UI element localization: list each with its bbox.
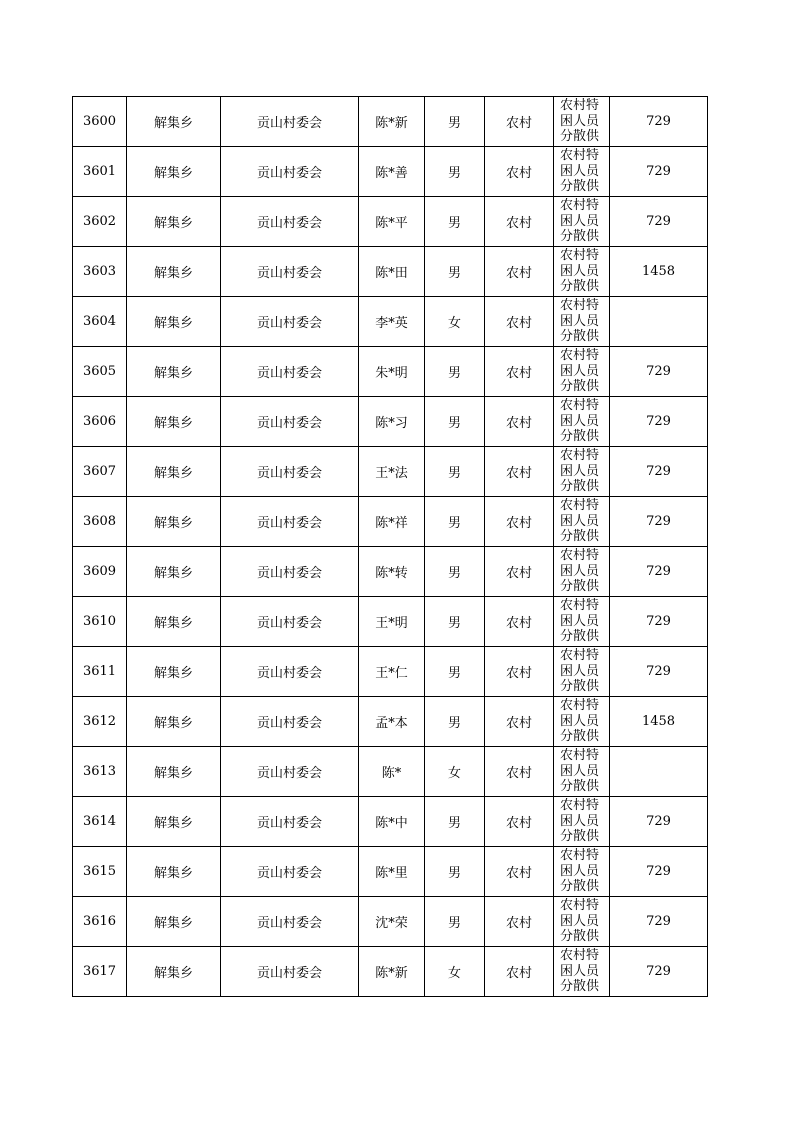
gender-cell: 男 (425, 397, 485, 447)
support-type-text: 农村特困人员分散供 (560, 248, 600, 294)
record-id-cell: 3602 (73, 197, 127, 247)
area-type-cell: 农村 (485, 647, 554, 697)
village-cell: 贡山村委会 (221, 97, 359, 147)
support-type-text: 农村特困人员分散供 (560, 498, 600, 544)
township-cell: 解集乡 (127, 797, 221, 847)
person-name-cell: 陈*里 (359, 847, 425, 897)
amount-cell: 729 (610, 497, 708, 547)
gender-cell: 男 (425, 597, 485, 647)
support-type-cell (554, 347, 610, 397)
table-row (73, 297, 708, 347)
record-id-cell: 3600 (73, 97, 127, 147)
table-row (73, 797, 708, 847)
table-row (73, 397, 708, 447)
village-cell: 贡山村委会 (221, 897, 359, 947)
support-type-text: 农村特困人员分散供 (560, 98, 600, 144)
amount-cell (610, 297, 708, 347)
record-id-cell: 3610 (73, 597, 127, 647)
township-cell: 解集乡 (127, 447, 221, 497)
amount-cell: 1458 (610, 697, 708, 747)
township-cell: 解集乡 (127, 197, 221, 247)
table-row (73, 97, 708, 147)
township-cell: 解集乡 (127, 647, 221, 697)
table-row (73, 497, 708, 547)
support-type-text: 农村特困人员分散供 (560, 698, 600, 744)
amount-cell: 729 (610, 347, 708, 397)
village-cell: 贡山村委会 (221, 497, 359, 547)
gender-cell: 女 (425, 947, 485, 997)
village-cell: 贡山村委会 (221, 247, 359, 297)
support-type-text: 农村特困人员分散供 (560, 148, 600, 194)
gender-cell: 男 (425, 147, 485, 197)
support-type-text: 农村特困人员分散供 (560, 798, 600, 844)
village-cell: 贡山村委会 (221, 747, 359, 797)
support-type-cell (554, 297, 610, 347)
support-type-cell (554, 647, 610, 697)
person-name-cell: 陈*善 (359, 147, 425, 197)
person-name-cell: 陈* (359, 747, 425, 797)
village-cell: 贡山村委会 (221, 447, 359, 497)
support-type-cell (554, 447, 610, 497)
table-row (73, 147, 708, 197)
area-type-cell: 农村 (485, 447, 554, 497)
record-id-cell: 3605 (73, 347, 127, 397)
table-row (73, 197, 708, 247)
support-type-text: 农村特困人员分散供 (560, 448, 600, 494)
record-id-cell: 3609 (73, 547, 127, 597)
person-name-cell: 沈*荣 (359, 897, 425, 947)
area-type-cell: 农村 (485, 747, 554, 797)
village-cell: 贡山村委会 (221, 647, 359, 697)
support-type-text: 农村特困人员分散供 (560, 298, 600, 344)
person-name-cell: 李*英 (359, 297, 425, 347)
table-row (73, 547, 708, 597)
village-cell: 贡山村委会 (221, 947, 359, 997)
record-id-cell: 3604 (73, 297, 127, 347)
table-row (73, 697, 708, 747)
person-name-cell: 陈*中 (359, 797, 425, 847)
person-name-cell: 孟*本 (359, 697, 425, 747)
gender-cell: 男 (425, 547, 485, 597)
amount-cell: 729 (610, 447, 708, 497)
table-row (73, 247, 708, 297)
support-type-text: 农村特困人员分散供 (560, 948, 600, 994)
table-row (73, 347, 708, 397)
area-type-cell: 农村 (485, 297, 554, 347)
village-cell: 贡山村委会 (221, 297, 359, 347)
table-row (73, 447, 708, 497)
support-type-cell (554, 747, 610, 797)
support-type-text: 农村特困人员分散供 (560, 198, 600, 244)
record-id-cell: 3603 (73, 247, 127, 297)
amount-cell: 729 (610, 547, 708, 597)
gender-cell: 男 (425, 497, 485, 547)
area-type-cell: 农村 (485, 247, 554, 297)
person-name-cell: 朱*明 (359, 347, 425, 397)
township-cell: 解集乡 (127, 497, 221, 547)
amount-cell: 729 (610, 597, 708, 647)
village-cell: 贡山村委会 (221, 347, 359, 397)
area-type-cell: 农村 (485, 197, 554, 247)
township-cell: 解集乡 (127, 597, 221, 647)
person-name-cell: 陈*平 (359, 197, 425, 247)
area-type-cell: 农村 (485, 597, 554, 647)
gender-cell: 男 (425, 247, 485, 297)
support-type-text: 农村特困人员分散供 (560, 848, 600, 894)
gender-cell: 男 (425, 97, 485, 147)
township-cell: 解集乡 (127, 847, 221, 897)
table-row (73, 747, 708, 797)
amount-cell: 729 (610, 197, 708, 247)
township-cell: 解集乡 (127, 747, 221, 797)
township-cell: 解集乡 (127, 297, 221, 347)
support-type-text: 农村特困人员分散供 (560, 898, 600, 944)
gender-cell: 男 (425, 447, 485, 497)
table-row (73, 597, 708, 647)
area-type-cell: 农村 (485, 347, 554, 397)
village-cell: 贡山村委会 (221, 797, 359, 847)
amount-cell: 729 (610, 647, 708, 697)
township-cell: 解集乡 (127, 247, 221, 297)
village-cell: 贡山村委会 (221, 697, 359, 747)
support-type-cell (554, 597, 610, 647)
record-id-cell: 3606 (73, 397, 127, 447)
village-cell: 贡山村委会 (221, 547, 359, 597)
support-type-cell (554, 697, 610, 747)
township-cell: 解集乡 (127, 947, 221, 997)
amount-cell: 729 (610, 397, 708, 447)
amount-cell (610, 747, 708, 797)
amount-cell: 729 (610, 97, 708, 147)
township-cell: 解集乡 (127, 397, 221, 447)
township-cell: 解集乡 (127, 347, 221, 397)
area-type-cell: 农村 (485, 847, 554, 897)
support-type-cell (554, 247, 610, 297)
amount-cell: 729 (610, 947, 708, 997)
township-cell: 解集乡 (127, 897, 221, 947)
table-row (73, 897, 708, 947)
gender-cell: 男 (425, 697, 485, 747)
person-name-cell: 王*仁 (359, 647, 425, 697)
amount-cell: 729 (610, 897, 708, 947)
support-type-cell (554, 497, 610, 547)
table-row (73, 947, 708, 997)
record-id-cell: 3617 (73, 947, 127, 997)
area-type-cell: 农村 (485, 697, 554, 747)
record-id-cell: 3615 (73, 847, 127, 897)
township-cell: 解集乡 (127, 147, 221, 197)
roster-table (72, 96, 708, 997)
support-type-text: 农村特困人员分散供 (560, 748, 600, 794)
village-cell: 贡山村委会 (221, 197, 359, 247)
area-type-cell: 农村 (485, 947, 554, 997)
record-id-cell: 3613 (73, 747, 127, 797)
gender-cell: 男 (425, 347, 485, 397)
support-type-cell (554, 147, 610, 197)
person-name-cell: 王*法 (359, 447, 425, 497)
gender-cell: 男 (425, 197, 485, 247)
village-cell: 贡山村委会 (221, 597, 359, 647)
village-cell: 贡山村委会 (221, 847, 359, 897)
amount-cell: 729 (610, 797, 708, 847)
gender-cell: 男 (425, 897, 485, 947)
table-row (73, 847, 708, 897)
gender-cell: 男 (425, 647, 485, 697)
area-type-cell: 农村 (485, 497, 554, 547)
support-type-cell (554, 947, 610, 997)
village-cell: 贡山村委会 (221, 397, 359, 447)
support-type-cell (554, 547, 610, 597)
person-name-cell: 陈*新 (359, 97, 425, 147)
township-cell: 解集乡 (127, 97, 221, 147)
support-type-cell (554, 397, 610, 447)
person-name-cell: 陈*新 (359, 947, 425, 997)
support-type-cell (554, 847, 610, 897)
area-type-cell: 农村 (485, 97, 554, 147)
gender-cell: 女 (425, 747, 485, 797)
roster-body (73, 97, 708, 997)
area-type-cell: 农村 (485, 547, 554, 597)
support-type-text: 农村特困人员分散供 (560, 548, 600, 594)
support-type-text: 农村特困人员分散供 (560, 598, 600, 644)
village-cell: 贡山村委会 (221, 147, 359, 197)
amount-cell: 729 (610, 147, 708, 197)
support-type-cell (554, 797, 610, 847)
record-id-cell: 3608 (73, 497, 127, 547)
person-name-cell: 陈*习 (359, 397, 425, 447)
support-type-text: 农村特困人员分散供 (560, 348, 600, 394)
record-id-cell: 3616 (73, 897, 127, 947)
table-row (73, 647, 708, 697)
person-name-cell: 陈*转 (359, 547, 425, 597)
gender-cell: 男 (425, 847, 485, 897)
gender-cell: 女 (425, 297, 485, 347)
support-type-cell (554, 897, 610, 947)
record-id-cell: 3614 (73, 797, 127, 847)
record-id-cell: 3611 (73, 647, 127, 697)
support-type-cell (554, 197, 610, 247)
area-type-cell: 农村 (485, 897, 554, 947)
support-type-text: 农村特困人员分散供 (560, 398, 600, 444)
township-cell: 解集乡 (127, 547, 221, 597)
record-id-cell: 3601 (73, 147, 127, 197)
person-name-cell: 陈*祥 (359, 497, 425, 547)
support-type-text: 农村特困人员分散供 (560, 648, 600, 694)
amount-cell: 1458 (610, 247, 708, 297)
person-name-cell: 王*明 (359, 597, 425, 647)
gender-cell: 男 (425, 797, 485, 847)
area-type-cell: 农村 (485, 147, 554, 197)
support-type-cell (554, 97, 610, 147)
record-id-cell: 3607 (73, 447, 127, 497)
area-type-cell: 农村 (485, 397, 554, 447)
record-id-cell: 3612 (73, 697, 127, 747)
area-type-cell: 农村 (485, 797, 554, 847)
amount-cell: 729 (610, 847, 708, 897)
person-name-cell: 陈*田 (359, 247, 425, 297)
township-cell: 解集乡 (127, 697, 221, 747)
